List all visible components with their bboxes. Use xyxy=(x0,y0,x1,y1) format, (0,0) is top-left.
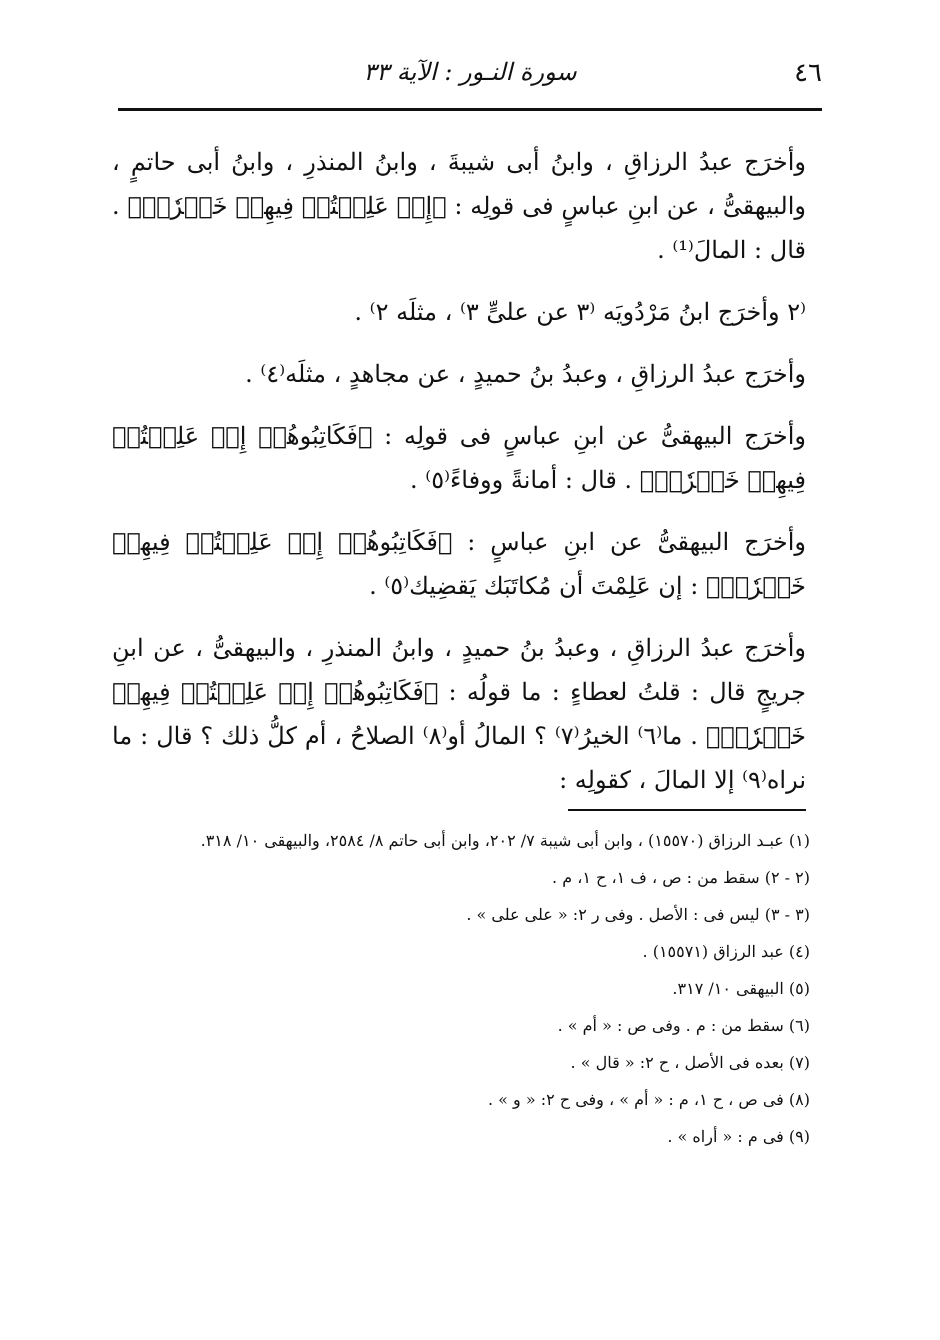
header-rule xyxy=(118,108,822,111)
footnote-4: (٤) عبد الرزاق (١٥٥٧١) . xyxy=(642,942,810,961)
paragraph-5: وأخرَج البيهقىُّ عن ابنِ عباسٍ : ﴿فَكَاتِبُوهُمۡ إِنۡ عَلِمۡتُمۡ فِيهِمۡ خَيۡرٗاۖ﴾ : إن عَلِمْتَ أن مُكاتَبَك يَقضِيك⁽٥⁾ . xyxy=(112,528,806,600)
footnote-7: (٧) بعده فى الأصل ، ح ٢: « قال » . xyxy=(570,1053,810,1072)
page-number: ٤٦ xyxy=(794,58,822,88)
paragraph-6: وأخرَج عبدُ الرزاقِ ، وعبدُ بنُ حميدٍ ، وابنُ المنذرِ ، والبيهقىُّ ، عن ابنِ جريجٍ قال : قلتُ لعطاءٍ : ما قولُه : ﴿فَكَاتِبُوهُمۡ إِنۡ عَلِمۡتُمۡ فِيهِمۡ خَيۡرٗاۖ﴾ . ما⁽٦⁾ الخيرُ⁽٧⁾ ؟ المالُ أو⁽٨⁾ الصلاحُ ، أم كلُّ ذلك ؟ قال : ما نراه⁽٩⁾ إلا المالَ ، كقولِه : xyxy=(112,634,806,794)
footnote-1: (١) عبـد الرزاق (١٥٥٧٠) ، وابن أبى شيبة ٧/ ٢٠٢، وابن أبى حاتم ٨/ ٢٥٨٤، والبيهقى ١٠/ ٣١٨. xyxy=(200,831,810,850)
footnote-2: (٢ - ٢) سقط من : ص ، ف ١، ح ١، م . xyxy=(552,868,810,887)
paragraph-2: ⁽٢ وأخرَج ابنُ مَرْدُويَه ⁽٣ عن علىٍّ ٣⁾ ، مثلَه ٢⁾ . xyxy=(354,298,806,326)
running-title: سورة النـور : الآية ٣٣ xyxy=(363,58,577,86)
footnote-8: (٨) فى ص ، ح ١، م : « أم » ، وفى ح ٢: « و » . xyxy=(487,1090,810,1109)
paragraph-3: وأخرَج عبدُ الرزاقِ ، وعبدُ بنُ حميدٍ ، عن مجاهدٍ ، مثلَه⁽٤⁾ . xyxy=(245,360,806,388)
footnote-3: (٣ - ٣) ليس فى : الأصل . وفى ر ٢: « على على » . xyxy=(466,905,810,924)
footnotes xyxy=(112,822,810,1155)
paragraph-4: وأخرَج البيهقىُّ عن ابنِ عباسٍ فى قولِه : ﴿فَكَاتِبُوهُمۡ إِنۡ عَلِمۡتُمۡ فِيهِمۡ خَيۡرٗاۖ﴾ . قال : أمانةً ووفاءً⁽٥⁾ . xyxy=(112,422,806,494)
footnote-separator xyxy=(568,809,806,811)
main-text xyxy=(112,140,806,820)
footnote-5: (٥) البيهقى ١٠/ ٣١٧. xyxy=(672,979,810,998)
paragraph-1: وأخرَج عبدُ الرزاقِ ، وابنُ أبى شيبةَ ، وابنُ المنذرِ ، وابنُ أبى حاتمٍ ، والبيهقىُّ ، عن ابنِ عباسٍ فى قولِه : ﴿إِنۡ عَلِمۡتُمۡ فِيهِمۡ خَيۡرٗاۖ﴾ . قال : المالَ⁽¹⁾ . xyxy=(112,148,806,264)
page-header xyxy=(118,50,822,112)
footnote-9: (٩) فى م : « أراه » . xyxy=(667,1127,810,1146)
footnote-6: (٦) سقط من : م . وفى ص : « أم » . xyxy=(557,1016,810,1035)
